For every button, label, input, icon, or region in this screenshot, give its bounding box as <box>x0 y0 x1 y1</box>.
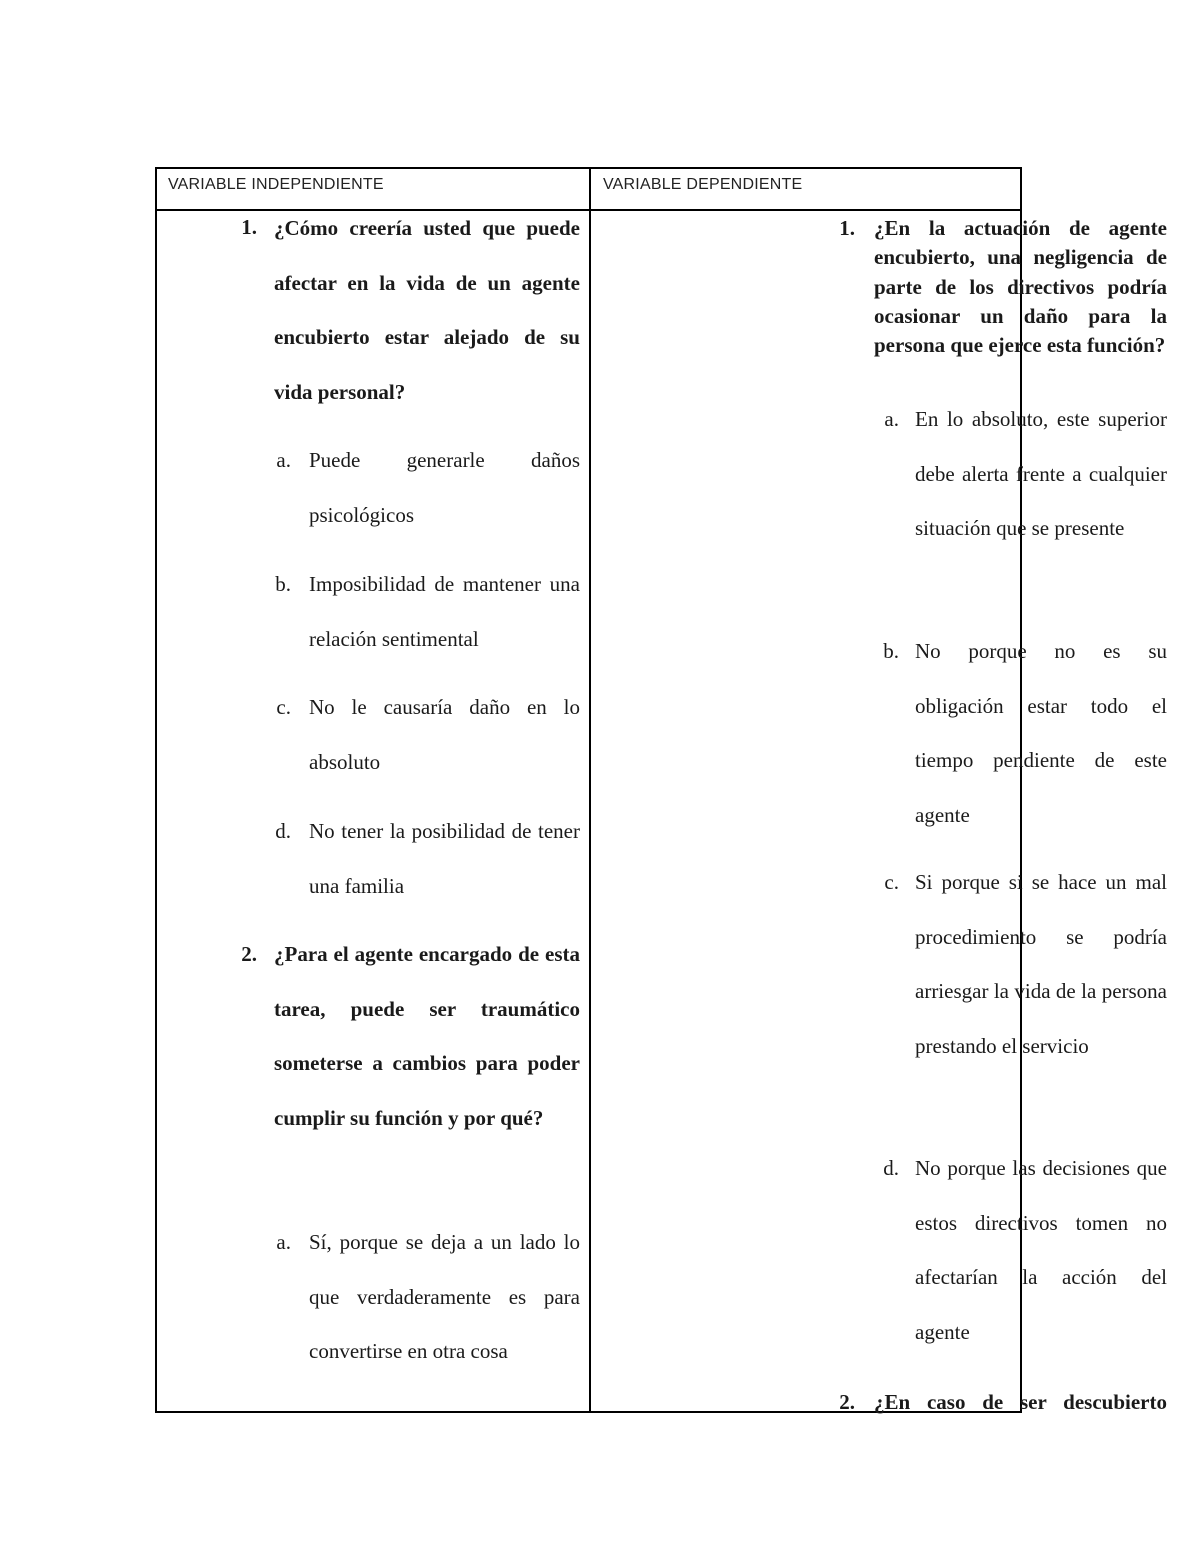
option-letter: c. <box>276 695 291 719</box>
header-variable-dependiente: VARIABLE DEPENDIENTE <box>603 176 803 193</box>
question-number: 1. <box>839 216 855 240</box>
independiente-cell <box>157 211 589 1411</box>
option-letter: c. <box>884 870 899 894</box>
option-letter: b. <box>275 572 291 596</box>
header-variable-independiente: VARIABLE INDEPENDIENTE <box>168 176 384 193</box>
dependiente-cell <box>591 211 1167 1414</box>
option-text: Si porque si se hace un mal procedimiento se podría arriesgar la vida de la persona prestando el servicio <box>915 870 1167 1058</box>
option-letter: a. <box>276 448 291 472</box>
option-letter: b. <box>883 639 899 663</box>
option-text: Sí, porque se deja a un lado lo que verdaderamente es para convertirse en otra cosa <box>309 1230 580 1363</box>
question-number: 2. <box>241 942 257 966</box>
option-letter: d. <box>275 819 291 843</box>
question-text: ¿En caso de ser descubierto <box>874 1390 1167 1414</box>
option-text: Puede generarle daños psicológicos <box>309 448 580 527</box>
questionnaire-table <box>155 167 1167 1414</box>
option-text: Imposibilidad de mantener una relación sentimental <box>309 572 580 651</box>
option-letter: a. <box>276 1230 291 1254</box>
option-text: No le causaría daño en lo absoluto <box>309 695 580 774</box>
question-text: ¿En la actuación de agente encubierto, una negligencia de parte de los directivos podría ocasionar un daño para la persona que ejerce esta función? <box>874 216 1167 358</box>
option-text: No porque no es su obligación estar todo el tiempo pendiente de este agente <box>915 639 1167 827</box>
option-letter: d. <box>883 1156 899 1180</box>
question-number: 1. <box>241 215 257 239</box>
option-letter: a. <box>884 407 899 431</box>
question-number: 2. <box>839 1390 855 1414</box>
option-text: En lo absoluto, este superior debe alerta frente a cualquier situación que se presente <box>915 407 1167 540</box>
option-text: No porque las decisiones que estos directivos tomen no afectarían la acción del agente <box>915 1156 1167 1344</box>
option-text: No tener la posibilidad de tener una familia <box>309 819 580 898</box>
question-text: ¿Cómo creería usted que puede afectar en la vida de un agente encubierto estar alejado de su vida personal? <box>274 216 580 404</box>
question-text: ¿Para el agente encargado de esta tarea, puede ser traumático someterse a cambios para poder cumplir su función y por qué? <box>274 942 580 1130</box>
